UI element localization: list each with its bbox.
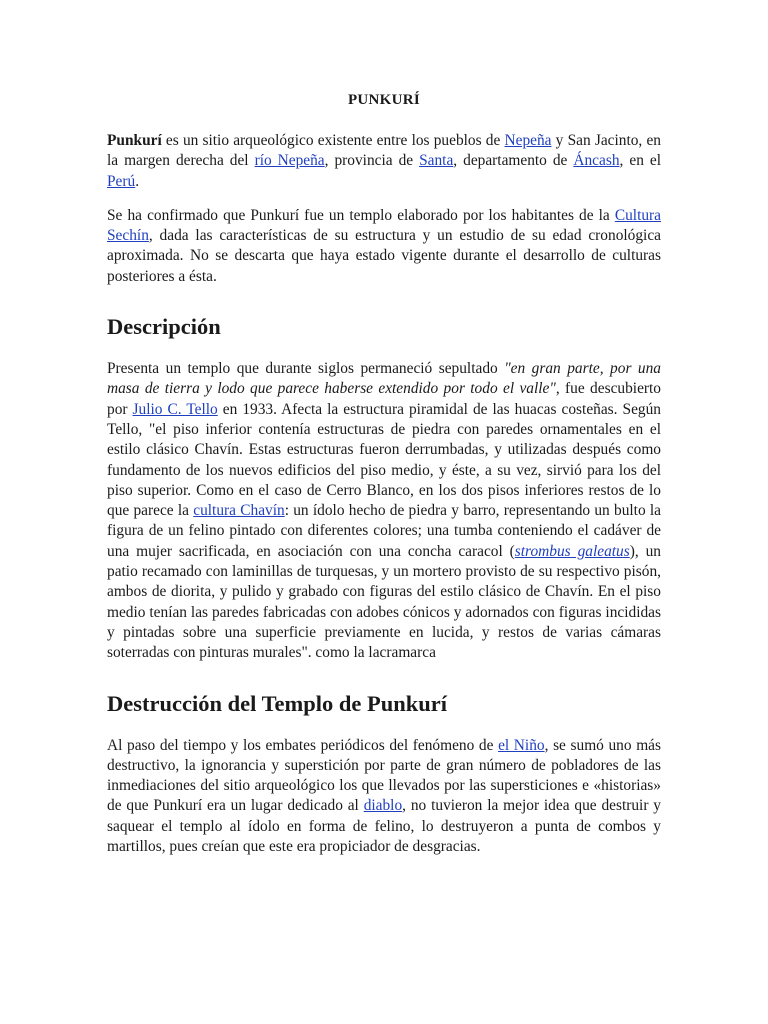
link-strombus-galeatus[interactable]: strombus galeatus (514, 542, 630, 560)
intro-text-1: es un sitio arqueológico existente entre los pueblos de (161, 132, 505, 149)
dest-text-2: , se sumó uno más destructivo, la ignorancia y superstición por parte de gran número de pobladores de las inmediaciones del sitio arqueológico los que llevados por las supersticiones e «historias» de que Punkurí era un lugar dedicado al (107, 736, 661, 815)
link-cultura-sechin[interactable]: Cultura Sechín (107, 206, 661, 245)
desc-text-5: ), un patio recamado con laminillas de turquesas, y un mortero provisto de su respectivo pisón, ambos de diorita, y pulido y grabado con figuras del estilo clásico de Chavín. En el piso medio tenían las paredes fabricadas con adobes cónicos y adornados con figuras incididas y pintadas sobre una superficie previamente en lucida, y restos de varias cámaras soterradas con pinturas murales". como la lacramarca (107, 542, 662, 662)
intro-text-6: . (135, 172, 140, 190)
desc-quote: "en gran parte, por una masa de tierra y lodo que parece haberse extendido por todo el valle" (107, 360, 661, 398)
dest-text-1: Al paso del tiempo y los embates periódicos del fenómeno de (107, 736, 499, 754)
link-rio-nepena[interactable]: río Nepeña (254, 152, 325, 170)
link-ancash[interactable]: Áncash (573, 152, 620, 170)
intro-text-2: y San Jacinto, en la margen derecha del (107, 132, 661, 170)
intro-text-3: , provincia de (324, 152, 420, 170)
dest-text-3: , no tuvieron la mejor idea que destruir y saquear el templo al ídolo en forma de felino, lo destruyeron a punta de combos y martillos, pues creían que este era propiciador de desgracias. (107, 797, 661, 856)
section-heading-destruccion: Destrucción del Templo de Punkurí (107, 690, 448, 716)
link-cultura-chavin[interactable]: cultura Chavín (193, 502, 285, 520)
sechin-paragraph (107, 206, 661, 287)
page-title: PUNKURÍ (347, 92, 421, 108)
intro-paragraph (107, 131, 661, 192)
section-heading-descripcion: Descripción (107, 314, 221, 340)
link-nepena[interactable]: Nepeña (504, 132, 552, 149)
link-peru[interactable]: Perú (107, 172, 136, 190)
link-julio-tello[interactable]: Julio C. Tello (132, 400, 218, 418)
intro-text-5: , en el (619, 152, 661, 170)
para2-text-1: Se ha confirmado que Punkurí fue un templo elaborado por los habitantes de la (107, 206, 615, 224)
para2-text-2: , dada las características de su estructura y un estudio de su edad cronológica aproximada. No se descarta que haya estado vigente durante el desarrollo de culturas posteriores a ésta. (107, 227, 661, 285)
link-el-nino[interactable]: el Niño (498, 736, 545, 754)
link-santa[interactable]: Santa (419, 152, 454, 170)
descripcion-paragraph (107, 359, 661, 663)
desc-text-2: , fue descubierto por (107, 380, 661, 418)
desc-text-4: : un ídolo hecho de piedra y barro, representando un bulto la figura de un felino pintado con diferentes colores; una tumba conteniendo el cadáver de una mujer sacrificada, en asociación con una concha caracol ( (107, 502, 661, 560)
desc-text-1: Presenta un templo que durante siglos permaneció sepultado (107, 360, 505, 378)
destruccion-paragraph (107, 736, 661, 858)
desc-text-3: en 1933. Afecta la estructura piramidal de las huacas costeñas. Según Tello, "el piso inferior contenía estructuras de piedra con paredes ornamentales en el estilo clásico Chavín. Estas estructuras fueron derrumbadas, y utilizadas después como fundamento de los nuevos edificios del piso medio, y éste, a su vez, sirvió para los del piso superior. Como en el caso de Cerro Blanco, en los dos pisos inferiores restos de lo que parece la (107, 400, 662, 520)
link-diablo[interactable]: diablo (363, 797, 403, 815)
intro-text-4: , departamento de (453, 152, 574, 170)
intro-term: Punkurí (107, 132, 162, 149)
